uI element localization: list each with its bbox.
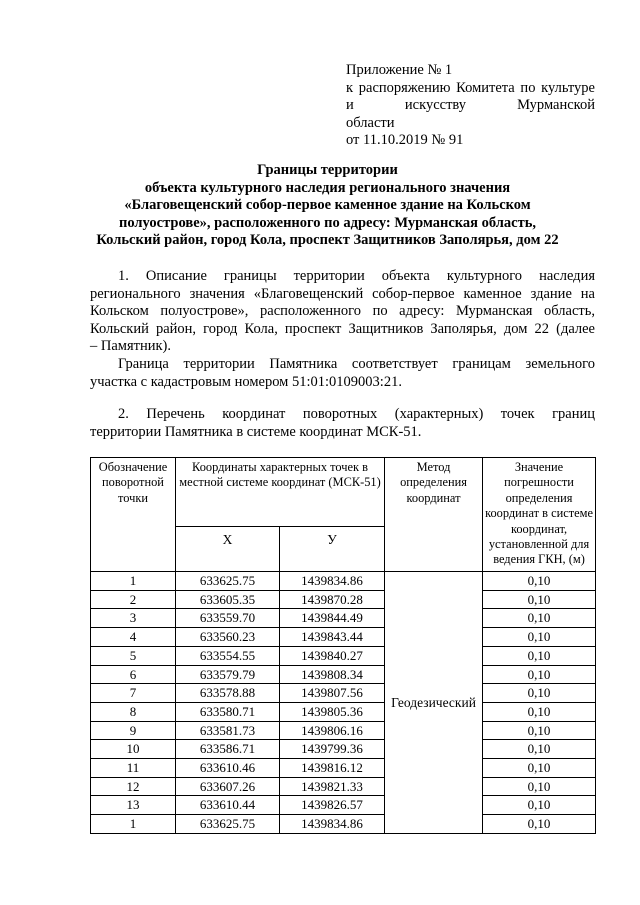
accuracy-cell: 0,10	[483, 740, 596, 759]
section-2	[90, 406, 595, 441]
accuracy-cell: 0,10	[483, 572, 596, 591]
y-coordinate-cell: 1439806.16	[280, 721, 385, 740]
accuracy-cell: 0,10	[483, 590, 596, 609]
x-coordinate-cell: 633554.55	[176, 646, 280, 665]
method-cell: Геодезический	[385, 572, 483, 834]
table-row	[91, 759, 596, 778]
accuracy-cell: 0,10	[483, 721, 596, 740]
x-coordinate-cell: 633610.46	[176, 759, 280, 778]
point-number-cell: 9	[91, 721, 176, 740]
table-row	[91, 815, 596, 834]
header-y: У	[280, 527, 385, 572]
x-coordinate-cell: 633625.75	[176, 815, 280, 834]
accuracy-cell: 0,10	[483, 609, 596, 628]
point-number-cell: 4	[91, 628, 176, 647]
header-accuracy: Значение погрешности определения координат в системе координат, установленной для ведения ГКН, (м)	[483, 458, 596, 572]
title-line: объекта культурного наследия регионального значения	[144, 179, 511, 196]
table-row	[91, 684, 596, 703]
y-coordinate-cell: 1439821.33	[280, 777, 385, 796]
title-line: «Благовещенский собор-первое каменное здание на Кольском	[124, 197, 531, 214]
table-row	[91, 646, 596, 665]
x-coordinate-cell: 633586.71	[176, 740, 280, 759]
y-coordinate-cell: 1439844.49	[280, 609, 385, 628]
accuracy-cell: 0,10	[483, 815, 596, 834]
point-number-cell: 10	[91, 740, 176, 759]
paragraph-line: 2. Перечень координат поворотных (характерных) точек границ	[118, 406, 595, 422]
y-coordinate-cell: 1439799.36	[280, 740, 385, 759]
title-line: полуострове», расположенного по адресу: Мурманская область,	[118, 214, 537, 231]
section-1	[90, 268, 595, 391]
point-number-cell: 7	[91, 684, 176, 703]
table-header-row	[91, 458, 596, 527]
y-coordinate-cell: 1439816.12	[280, 759, 385, 778]
accuracy-cell: 0,10	[483, 665, 596, 684]
x-coordinate-cell: 633607.26	[176, 777, 280, 796]
appendix-date: от 11.10.2019 № 91	[346, 132, 464, 148]
header-point: Обозначение поворотной точки	[91, 458, 176, 572]
title-line: Границы территории	[257, 162, 398, 178]
paragraph-line: участка с кадастровым номером 51:01:0109003:21.	[90, 373, 402, 390]
accuracy-cell: 0,10	[483, 628, 596, 647]
table-row	[91, 572, 596, 591]
x-coordinate-cell: 633560.23	[176, 628, 280, 647]
table-row	[91, 721, 596, 740]
appendix-reference: к распоряжению Комитета по культуре и искусству Мурманской	[346, 79, 595, 113]
paragraph-line: Граница территории Памятника соответствует границам земельного	[118, 355, 595, 372]
x-coordinate-cell: 633578.88	[176, 684, 280, 703]
point-number-cell: 8	[91, 702, 176, 721]
coordinates-table	[90, 457, 596, 834]
accuracy-cell: 0,10	[483, 777, 596, 796]
y-coordinate-cell: 1439840.27	[280, 646, 385, 665]
y-coordinate-cell: 1439843.44	[280, 628, 385, 647]
table-row	[91, 740, 596, 759]
paragraph-line: Кольском полуострове», расположенного по адресу: Мурманская область,	[90, 303, 595, 320]
table-row	[91, 590, 596, 609]
y-coordinate-cell: 1439808.34	[280, 665, 385, 684]
point-number-cell: 2	[91, 590, 176, 609]
appendix-block	[346, 62, 595, 150]
table-row	[91, 628, 596, 647]
paragraph-line: Кольский район, город Кола, проспект Защитников Заполярья, дом 22 (далее	[90, 320, 595, 337]
y-coordinate-cell: 1439805.36	[280, 702, 385, 721]
y-coordinate-cell: 1439807.56	[280, 684, 385, 703]
table-row	[91, 702, 596, 721]
accuracy-cell: 0,10	[483, 702, 596, 721]
paragraph-line: регионального значения «Благовещенский собор-первое каменное здание на	[90, 285, 595, 302]
y-coordinate-cell: 1439870.28	[280, 590, 385, 609]
point-number-cell: 12	[91, 777, 176, 796]
appendix-region: области	[346, 114, 395, 131]
x-coordinate-cell: 633581.73	[176, 721, 280, 740]
point-number-cell: 5	[91, 646, 176, 665]
document-title	[60, 162, 595, 250]
point-number-cell: 3	[91, 609, 176, 628]
paragraph-line: 1. Описание границы территории объекта культурного наследия	[118, 268, 595, 284]
title-line: Кольский район, город Кола, проспект Защитников Заполярья, дом 22	[96, 232, 559, 249]
x-coordinate-cell: 633610.44	[176, 796, 280, 815]
header-coords: Координаты характерных точек в местной системе координат (МСК-51)	[176, 458, 385, 527]
x-coordinate-cell: 633559.70	[176, 609, 280, 628]
appendix-number: Приложение № 1	[346, 62, 453, 78]
accuracy-cell: 0,10	[483, 646, 596, 665]
y-coordinate-cell: 1439834.86	[280, 572, 385, 591]
y-coordinate-cell: 1439834.86	[280, 815, 385, 834]
accuracy-cell: 0,10	[483, 759, 596, 778]
point-number-cell: 13	[91, 796, 176, 815]
table-row	[91, 609, 596, 628]
x-coordinate-cell: 633605.35	[176, 590, 280, 609]
accuracy-cell: 0,10	[483, 684, 596, 703]
table-row	[91, 796, 596, 815]
point-number-cell: 6	[91, 665, 176, 684]
table-row	[91, 665, 596, 684]
x-coordinate-cell: 633580.71	[176, 702, 280, 721]
x-coordinate-cell: 633579.79	[176, 665, 280, 684]
point-number-cell: 11	[91, 759, 176, 778]
point-number-cell: 1	[91, 815, 176, 834]
paragraph-line: – Памятник).	[90, 338, 171, 355]
accuracy-cell: 0,10	[483, 796, 596, 815]
paragraph-line: территории Памятника в системе координат МСК-51.	[90, 423, 422, 440]
table-row	[91, 777, 596, 796]
point-number-cell: 1	[91, 572, 176, 591]
y-coordinate-cell: 1439826.57	[280, 796, 385, 815]
x-coordinate-cell: 633625.75	[176, 572, 280, 591]
header-x: X	[176, 527, 280, 572]
header-method: Метод определения координат	[385, 458, 483, 572]
